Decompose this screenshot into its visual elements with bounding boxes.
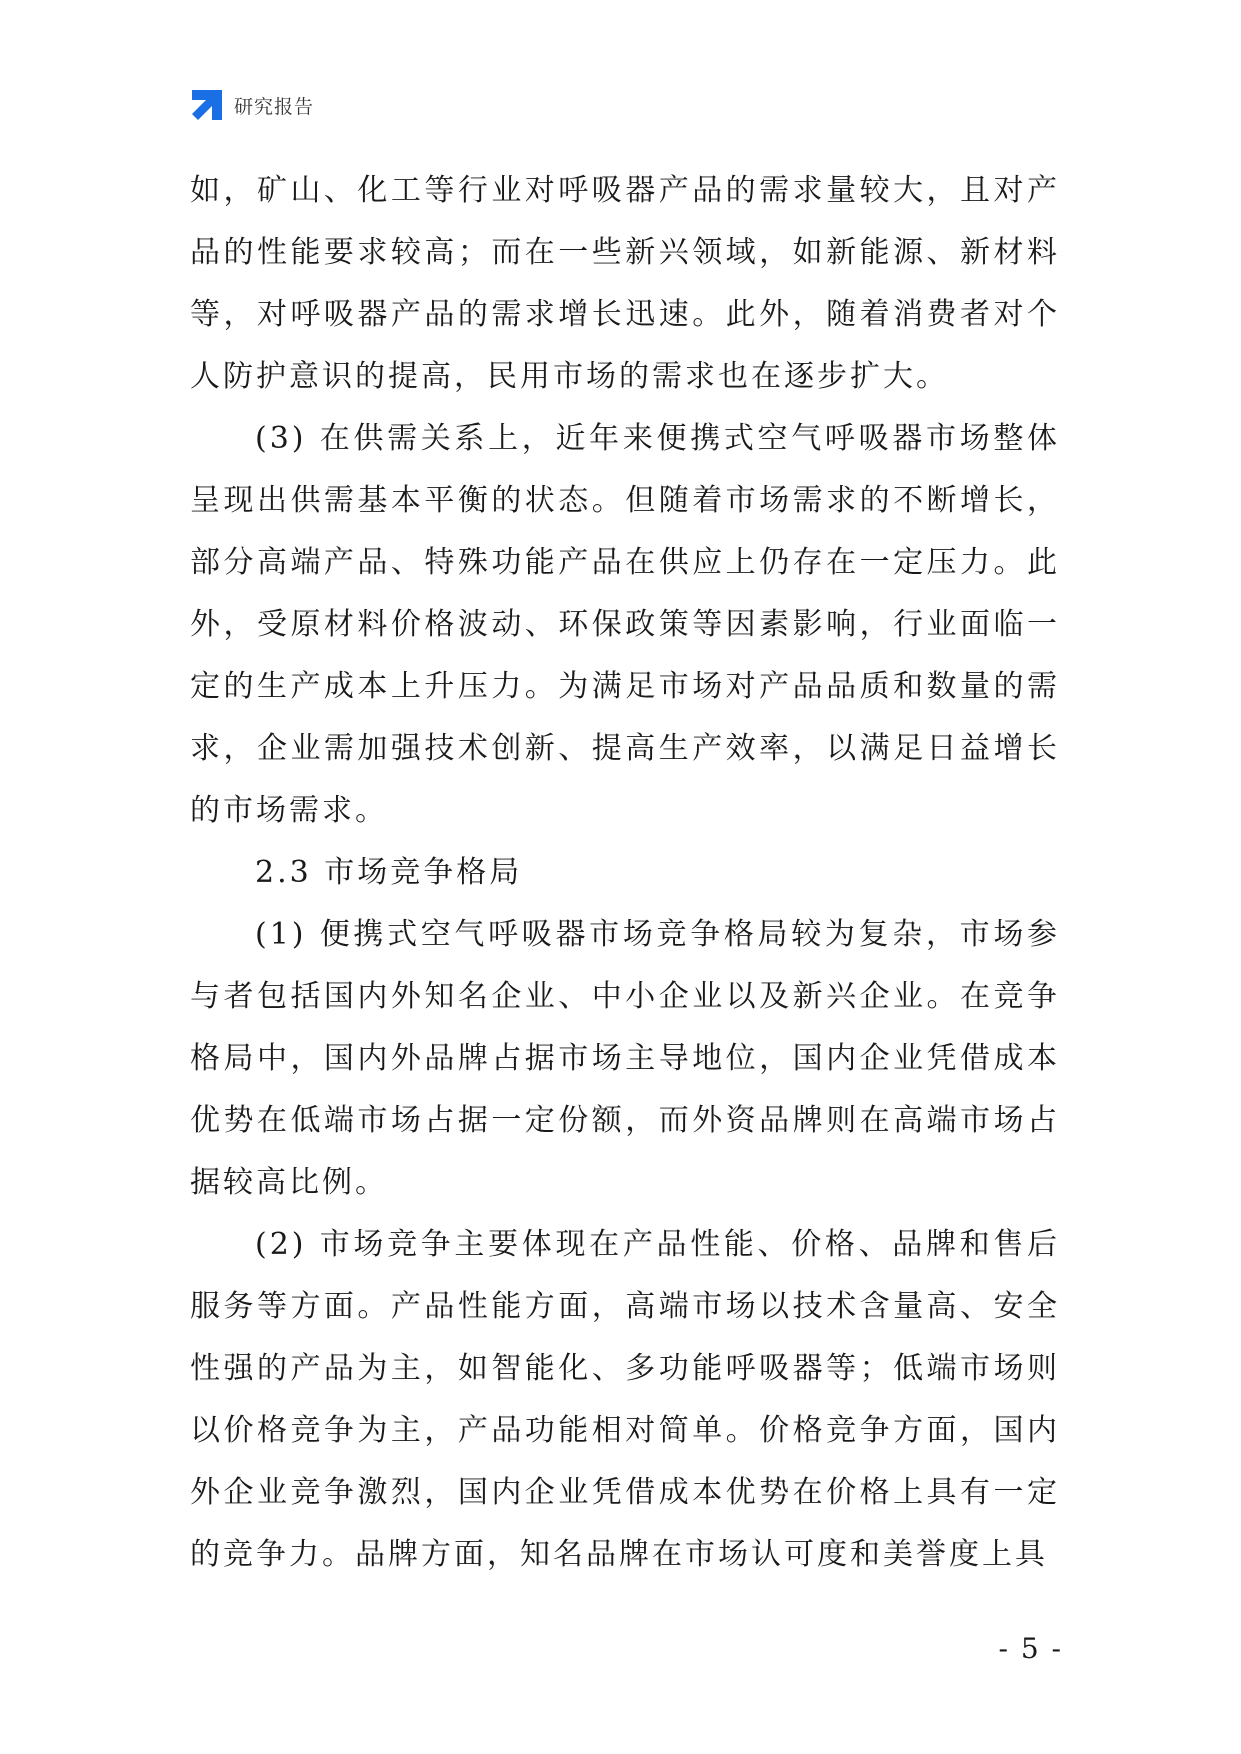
- paragraph: (1) 便携式空气呼吸器市场竞争格局较为复杂，市场参与者包括国内外知名企业、中小企业以及新兴企业。在竞争格局中，国内外品牌占据市场主导地位，国内企业凭借成本优势在低端市场占据一定份额，而外资品牌则在高端市场占据较高比例。: [190, 917, 1060, 1200]
- arrow-up-right-icon: [190, 88, 224, 122]
- paragraph: (3) 在供需关系上，近年来便携式空气呼吸器市场整体呈现出供需基本平衡的状态。但随着市场需求的不断增长，部分高端产品、特殊功能产品在供应上仍存在一定压力。此外，受原材料价格波动、环保政策等因素影响，行业面临一定的生产成本上升压力。为满足市场对产品品质和数量的需求，企业需加强技术创新、提高生产效率，以满足日益增长的市场需求。: [190, 421, 1060, 828]
- paragraph: 如，矿山、化工等行业对呼吸器产品的需求量较大，且对产品的性能要求较高；而在一些新兴领域，如新能源、新材料等，对呼吸器产品的需求增长迅速。此外，随着消费者对个人防护意识的提高，民用市场的需求也在逐步扩大。: [190, 173, 1060, 394]
- section-heading: 2.3 市场竞争格局: [255, 855, 523, 890]
- report-header: [190, 88, 314, 122]
- paragraph: (2) 市场竞争主要体现在产品性能、价格、品牌和售后服务等方面。产品性能方面，高端市场以技术含量高、安全性强的产品为主，如智能化、多功能呼吸器等；低端市场则以价格竞争为主，产品功能相对简单。价格竞争方面，国内外企业竞争激烈，国内企业凭借成本优势在价格上具有一定的竞争力。品牌方面，知名品牌在市场认可度和美誉度上具: [190, 1227, 1060, 1572]
- header-title: 研究报告: [234, 95, 315, 118]
- page-number: - 5 -: [998, 1632, 1063, 1665]
- document-body: [190, 160, 1060, 1586]
